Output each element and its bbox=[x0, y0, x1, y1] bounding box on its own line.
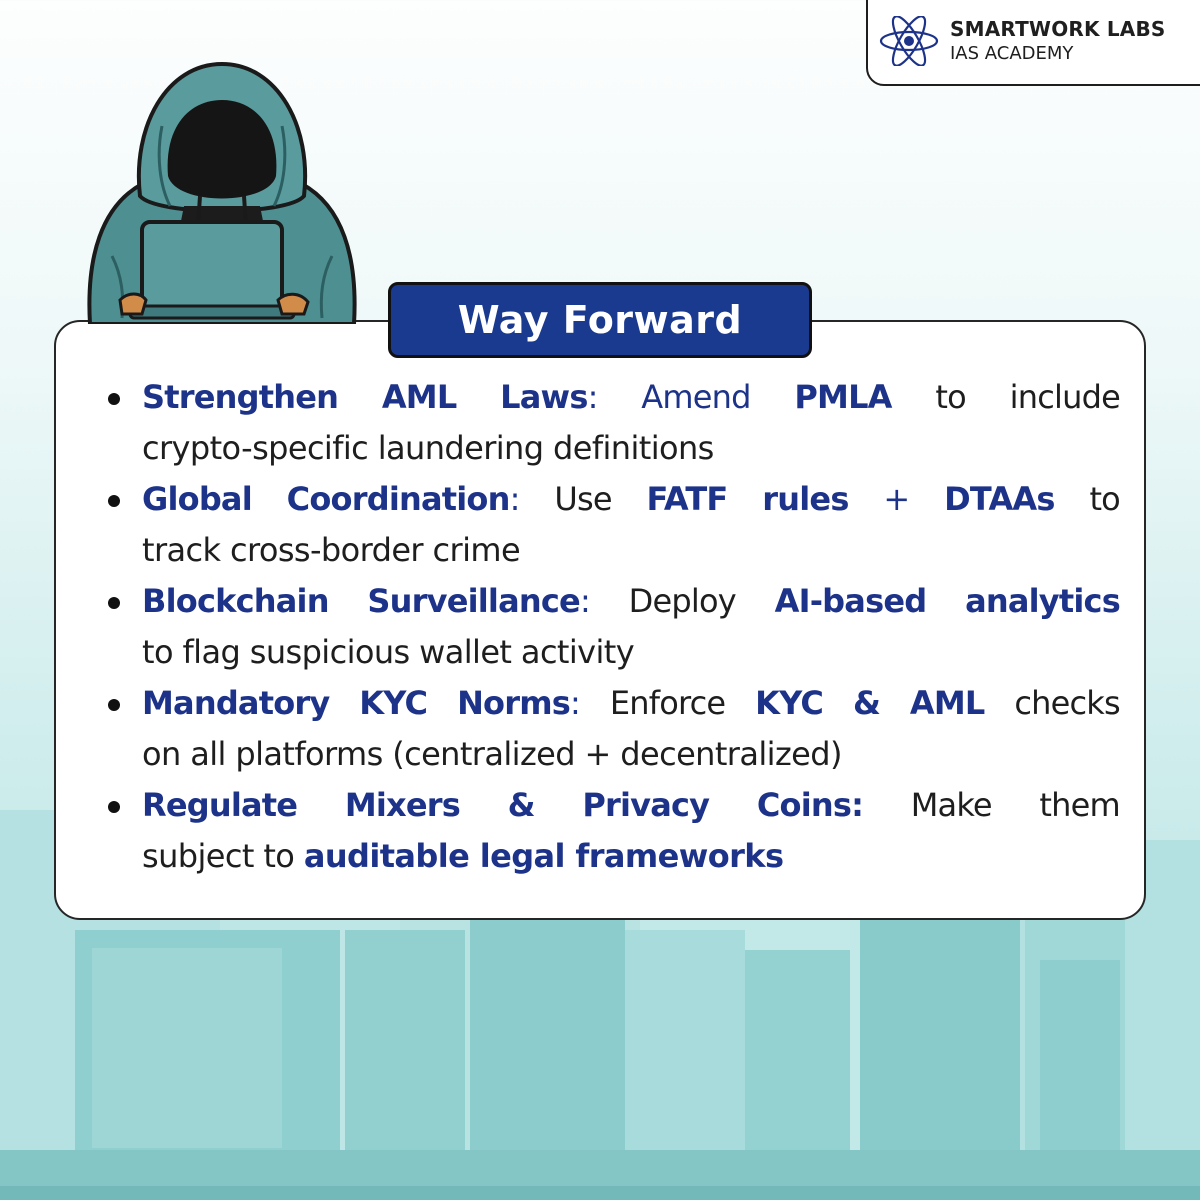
item-word: analytics bbox=[965, 582, 1120, 620]
hooded-hacker-illustration bbox=[72, 56, 372, 324]
item-line-1 bbox=[142, 678, 1120, 729]
item-line-2: crypto-specific laundering definitions bbox=[142, 429, 714, 467]
item-colon: : bbox=[587, 378, 598, 416]
item-word: them bbox=[1039, 786, 1120, 824]
list-item bbox=[100, 678, 1120, 780]
item-word: KYC bbox=[359, 684, 428, 722]
item-keyword: Coordination bbox=[286, 480, 510, 518]
item-word: AML bbox=[381, 378, 457, 416]
item-word: Amend bbox=[641, 378, 751, 416]
item-word: Regulate bbox=[142, 786, 298, 824]
item-word: AI-based bbox=[774, 582, 927, 620]
item-line-2: on all platforms (centralized + decentralized) bbox=[142, 735, 842, 773]
item-keyword: Norms bbox=[457, 684, 571, 722]
item-word: Deploy bbox=[628, 582, 736, 620]
item-word: Blockchain bbox=[142, 582, 329, 620]
item-word bbox=[367, 576, 590, 627]
list-item bbox=[100, 372, 1120, 474]
page-title: Way Forward bbox=[457, 298, 743, 342]
item-word: Use bbox=[554, 480, 612, 518]
item-word: Global bbox=[142, 480, 252, 518]
brand-text bbox=[950, 16, 1166, 66]
item-word: Make bbox=[910, 786, 992, 824]
list-item bbox=[100, 474, 1120, 576]
bullet-icon bbox=[108, 801, 120, 813]
item-colon: : bbox=[509, 480, 520, 518]
item-word: to bbox=[935, 378, 966, 416]
way-forward-list bbox=[100, 372, 1120, 882]
item-word: Strengthen bbox=[142, 378, 339, 416]
item-word: rules bbox=[762, 480, 849, 518]
bullet-icon bbox=[108, 495, 120, 507]
item-word: KYC bbox=[755, 684, 824, 722]
item-word: Mixers bbox=[344, 786, 460, 824]
item-word: include bbox=[1009, 378, 1120, 416]
item-word: checks bbox=[1014, 684, 1120, 722]
item-line-2 bbox=[142, 831, 1120, 882]
item-keyword: Surveillance bbox=[367, 582, 580, 620]
item-line-1 bbox=[142, 372, 1120, 423]
item-word: Privacy bbox=[582, 786, 710, 824]
brand-subtitle: IAS ACADEMY bbox=[950, 43, 1074, 64]
item-word: & bbox=[852, 684, 881, 722]
item-word bbox=[287, 474, 520, 525]
item-word bbox=[500, 372, 597, 423]
item-word: Mandatory bbox=[142, 684, 330, 722]
item-plain-text: subject to bbox=[142, 837, 304, 875]
atom-icon bbox=[878, 16, 940, 66]
brand-title: SMARTWORK LABS bbox=[950, 17, 1166, 41]
item-word: PMLA bbox=[794, 378, 892, 416]
bullet-icon bbox=[108, 393, 120, 405]
item-word: & bbox=[507, 786, 535, 824]
item-line-1 bbox=[142, 576, 1120, 627]
item-keyword: Laws bbox=[500, 378, 588, 416]
item-colon: : bbox=[570, 684, 580, 722]
item-word: Enforce bbox=[609, 684, 726, 722]
item-keyword: auditable legal frameworks bbox=[303, 837, 784, 875]
bullet-icon bbox=[108, 699, 120, 711]
item-line-2: track cross-border crime bbox=[142, 531, 521, 569]
item-word: Coins: bbox=[756, 786, 864, 824]
item-word: DTAAs bbox=[944, 480, 1055, 518]
item-word bbox=[457, 678, 580, 729]
item-line-2: to flag suspicious wallet activity bbox=[142, 633, 635, 671]
item-word: + bbox=[883, 480, 910, 518]
item-colon: : bbox=[579, 582, 590, 620]
item-line-1 bbox=[142, 780, 1120, 831]
item-word: FATF bbox=[646, 480, 728, 518]
heading-badge bbox=[388, 282, 812, 358]
bullet-icon bbox=[108, 597, 120, 609]
list-item bbox=[100, 780, 1120, 882]
list-item bbox=[100, 576, 1120, 678]
item-word: to bbox=[1089, 480, 1120, 518]
item-word: AML bbox=[909, 684, 985, 722]
item-line-1 bbox=[142, 474, 1120, 525]
brand-badge bbox=[866, 0, 1200, 86]
